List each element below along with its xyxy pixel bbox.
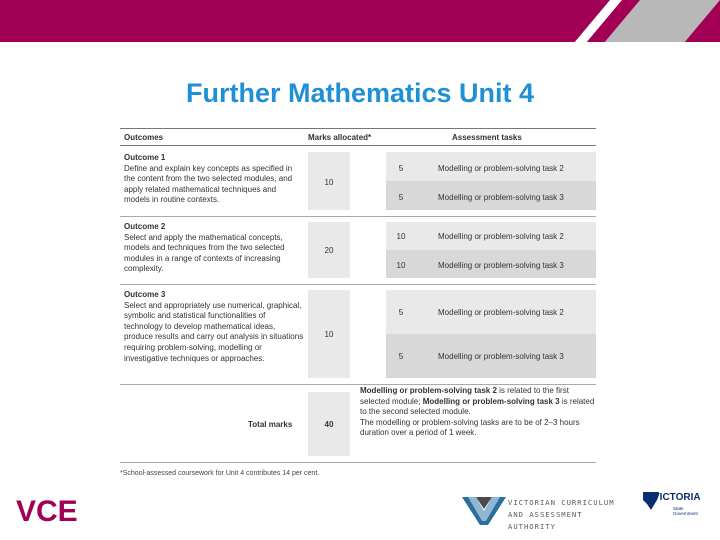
slide-title: Further Mathematics Unit 4 xyxy=(185,78,535,108)
row-divider xyxy=(120,384,596,385)
header-outcomes: Outcomes xyxy=(124,133,164,142)
table-header xyxy=(120,128,596,146)
outcome-1-task-2-name: Modelling or problem-solving task 3 xyxy=(438,193,564,202)
outcome-3-name: Outcome 3 xyxy=(124,290,166,299)
note-text-1: is related to the first selected module; xyxy=(360,386,569,406)
header-marks: Marks allocated* xyxy=(308,133,372,142)
outcome-3-description: Select and appropriately use numerical, graphical, symbolic and statistical functionalities of technology to develop mathematical ideas, produce results and carry out analysis in situations requiring problem-solving, modelling or investigative techniques or approaches. xyxy=(124,300,304,363)
note-duration: The modelling or problem-solving tasks are to be of 2–3 hours duration over a period of 1 week. xyxy=(360,417,580,438)
outcome-1-task-1-name: Modelling or problem-solving task 2 xyxy=(438,164,564,173)
victoria-sub-2: Government xyxy=(673,511,698,516)
footnote: *School-assessed coursework for Unit 4 contributes 14 per cent. xyxy=(120,470,320,477)
vcaa-line-2: AND ASSESSMENT AUTHORITY xyxy=(508,510,583,531)
vcaa-wordmark xyxy=(508,497,627,533)
outcome-2-task-1-name: Modelling or problem-solving task 2 xyxy=(438,232,564,241)
outcome-2-task-1-marks: 10 xyxy=(396,232,406,241)
outcome-1-description: Define and explain key concepts as specified in the content from the two selected modules, and apply related mathematical techniques and models in routine contexts. xyxy=(124,163,293,205)
vce-logo: VCE xyxy=(16,495,78,528)
outcome-3-task-1-name: Modelling or problem-solving task 2 xyxy=(438,308,564,317)
outcome-1-text xyxy=(124,153,304,206)
victoria-state-government-logo xyxy=(643,490,713,530)
note-text-2: is related to the second selected module. xyxy=(360,396,595,417)
outcome-3-text xyxy=(124,290,304,364)
vcaa-logo xyxy=(462,493,627,531)
vcaa-line-1: VICTORIAN CURRICULUM xyxy=(508,498,615,507)
note-task-2: Modelling or problem-solving task 2 xyxy=(360,386,497,395)
outcome-2-description: Select and apply the mathematical concepts, models and techniques from the two selected modules in a range of contexts of increasing complexity. xyxy=(124,232,285,274)
outcome-1-task-2-marks: 5 xyxy=(398,193,404,202)
row-divider xyxy=(120,216,596,217)
note-task-3: Modelling or problem-solving task 3 xyxy=(422,396,560,406)
outcome-3-marks: 10 xyxy=(324,330,334,339)
victoria-sub-1: State xyxy=(673,506,684,511)
top-banner xyxy=(0,0,720,42)
outcome-2-marks: 20 xyxy=(324,246,334,255)
header-tasks: Assessment tasks xyxy=(452,133,522,142)
outcome-1-name: Outcome 1 xyxy=(124,153,166,162)
vcaa-chevron-icon xyxy=(462,493,506,527)
outcome-2-name: Outcome 2 xyxy=(124,222,166,231)
outcome-3-task-1-marks: 5 xyxy=(398,308,404,317)
outcome-3-task-2-marks: 5 xyxy=(398,352,404,361)
outcome-2-text xyxy=(124,222,304,275)
outcome-2-task-2-name: Modelling or problem-solving task 3 xyxy=(438,261,564,270)
outcome-1-task-1-marks: 5 xyxy=(398,164,404,173)
outcome-2-task-2-marks: 10 xyxy=(396,261,406,270)
row-divider xyxy=(120,284,596,285)
outcome-3-task-2-name: Modelling or problem-solving task 3 xyxy=(438,352,564,361)
banner-grey-stripe xyxy=(605,0,720,42)
tasks-note xyxy=(360,386,596,439)
total-marks: 40 xyxy=(324,420,334,429)
total-label: Total marks xyxy=(248,420,293,429)
outcome-1-marks: 10 xyxy=(324,178,334,187)
table-bottom-rule xyxy=(120,462,596,463)
victoria-subtitle xyxy=(673,506,698,516)
victoria-wordmark: VICTORIA xyxy=(653,492,701,503)
